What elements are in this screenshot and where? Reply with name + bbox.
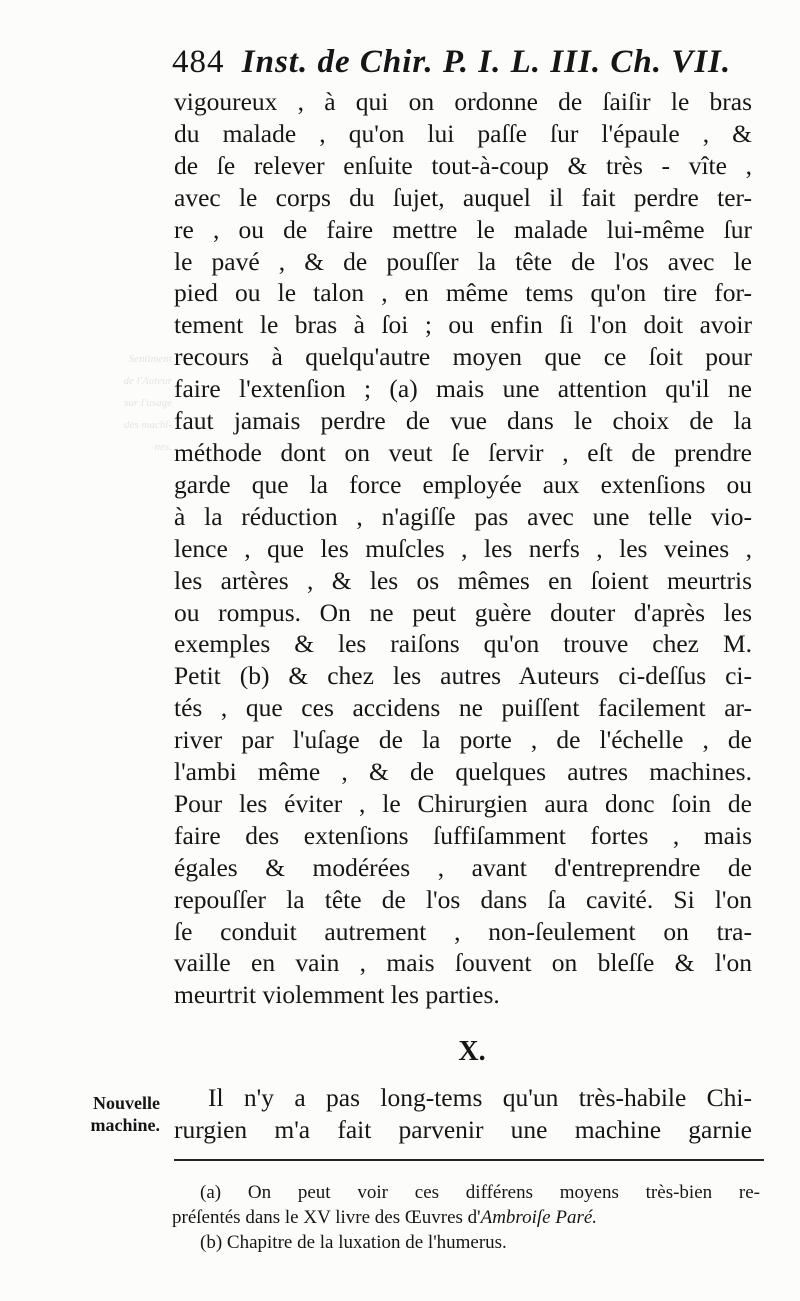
- text-line: tés , que ces accidens ne puiſſent facilement ar-: [174, 693, 752, 723]
- footnote-a-line: (a) On peut voir ces différens moyens très-bien re-: [200, 1182, 760, 1203]
- text-line: lence , que les muſcles , les nerfs , les veines ,: [174, 533, 752, 563]
- text-line: l'ambi même , & de quelques autres machines.: [174, 757, 752, 787]
- footnote-b-line: (b) Chapitre de la luxation de l'humerus.: [200, 1232, 507, 1253]
- text-line: Il n'y a pas long-tems qu'un très-habile Chi-: [208, 1083, 752, 1112]
- text-line: à la réduction , n'agiſſe pas avec une telle vio-: [174, 501, 752, 531]
- footnote-author: Ambroiſe Paré.: [480, 1207, 598, 1228]
- text-line: faire des extenſions ſuffiſamment fortes , mais: [174, 820, 752, 850]
- text-line: faire l'extenſion ; (a) mais une attention qu'il ne: [174, 374, 752, 404]
- text-line: tement le bras à ſoi ; ou enfin ſi l'on doit avoir: [174, 310, 752, 340]
- text-line: meurtrit violemment les parties.: [174, 980, 500, 1010]
- running-title: Inst. de Chir. P. I. L. III. Ch. VII.: [241, 44, 732, 80]
- text-line: exemples & les raiſons qu'on trouve chez M.: [174, 629, 752, 659]
- text-line: vigoureux , à qui on ordonne de ſaiſir le bras: [174, 87, 752, 116]
- text-line: les artères , & les os mêmes en ſoient meurtris: [174, 565, 752, 595]
- text-line: avec le corps du ſujet, auquel il fait perdre ter-: [174, 182, 752, 212]
- section-paragraph: [174, 1082, 752, 1146]
- text-line: du malade , qu'on lui paſſe ſur l'épaule , &: [174, 118, 752, 148]
- ghost-line: de l'Auteur: [123, 375, 172, 387]
- text-line: de ſe relever enſuite tout-à-coup & très - vîte ,: [174, 150, 752, 180]
- body-text: [174, 86, 752, 1011]
- text-line: ou rompus. On ne peut guère douter d'après les: [174, 597, 752, 627]
- text-line: vaille en vain , mais ſouvent on bleſſe & l'on: [174, 948, 752, 978]
- ghost-line: nes.: [154, 441, 172, 453]
- running-header: [172, 42, 752, 82]
- section-number: X.: [458, 1036, 486, 1067]
- margin-note: [68, 1092, 160, 1136]
- ghost-line: des machi-: [124, 419, 172, 431]
- text-line: Pour les éviter , le Chirurgien aura donc ſoin de: [174, 788, 752, 818]
- text-line: ſe conduit autrement , non-ſeulement on tra-: [174, 916, 752, 946]
- margin-note-line: Nouvelle: [93, 1093, 160, 1113]
- text-line: Petit (b) & chez les autres Auteurs ci-deſſus ci-: [174, 661, 752, 691]
- footnote-a-text: préſentés dans le XV livre des Œuvres d': [172, 1207, 481, 1228]
- text-line: river par l'uſage de la porte , de l'échelle , de: [174, 725, 752, 755]
- bleed-through-marginalia: [112, 348, 172, 458]
- footnote-a-line: [172, 1205, 760, 1230]
- text-line: méthode dont on veut ſe ſervir , eſt de prendre: [174, 437, 752, 467]
- text-line: garde que la force employée aux extenſions ou: [174, 469, 752, 499]
- ghost-line: sur l'usage: [124, 397, 172, 409]
- text-line: recours à quelqu'autre moyen que ce ſoit pour: [174, 342, 752, 372]
- text-line: rurgien m'a fait parvenir une machine garnie: [174, 1114, 752, 1144]
- page-number: 484: [172, 44, 225, 80]
- margin-note-line: machine.: [90, 1115, 160, 1135]
- text-line: faut jamais perdre de vue dans le choix de la: [174, 406, 752, 436]
- text-line: re , ou de faire mettre le malade lui-même ſur: [174, 214, 752, 244]
- text-line: égales & modérées , avant d'entreprendre de: [174, 852, 752, 882]
- ghost-line: Sentiment: [128, 353, 172, 365]
- text-line: repouſſer la tête de l'os dans ſa cavité. Si l'on: [174, 884, 752, 914]
- footnote-rule: [174, 1159, 764, 1161]
- footnotes: [172, 1180, 760, 1255]
- text-line: le pavé , & de pouſſer la tête de l'os avec le: [174, 246, 752, 276]
- text-line: pied ou le talon , en même tems qu'on tire for-: [174, 278, 752, 308]
